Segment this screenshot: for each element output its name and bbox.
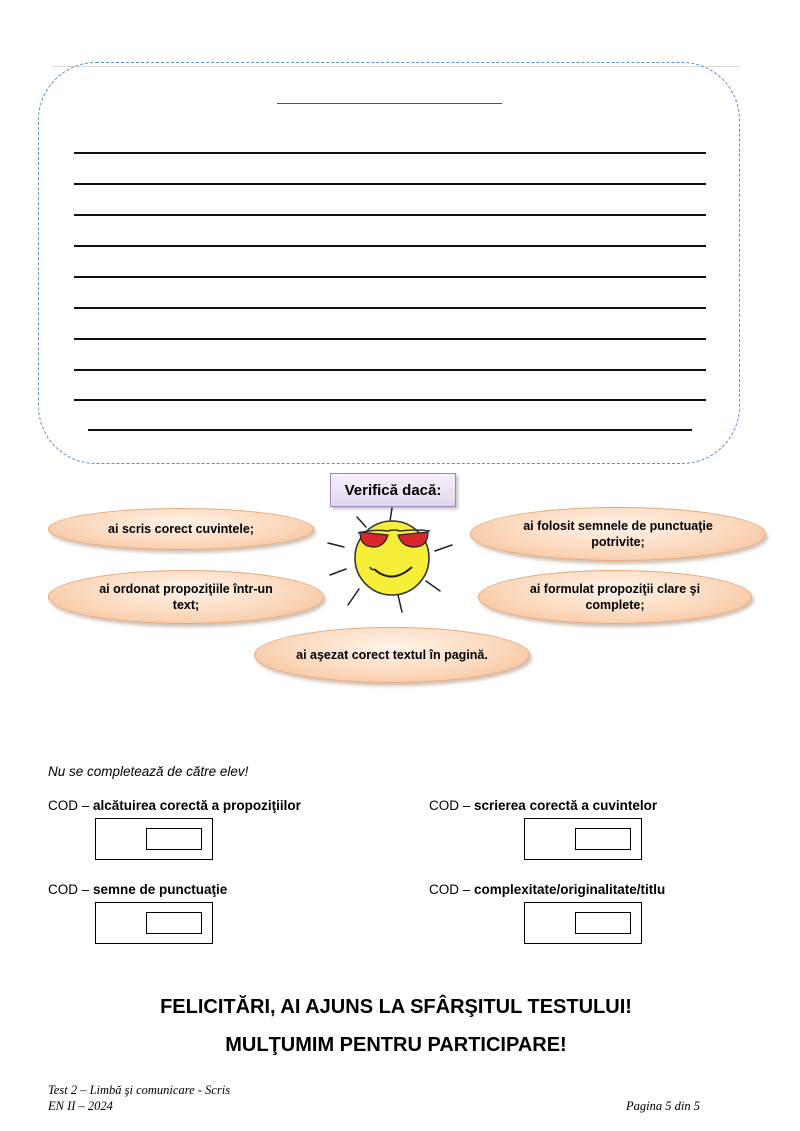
code-label-complexity — [429, 882, 665, 897]
verify-title-text: Verifică dacă: — [344, 481, 442, 499]
writing-line[interactable] — [74, 152, 706, 154]
congratulations-heading: FELICITĂRI, AI AJUNS LA SFÂRŞITUL TESTULUI! — [160, 996, 632, 1018]
sun-with-sunglasses-icon — [322, 505, 458, 617]
evaluator-note: Nu se completează de către elev! — [48, 764, 249, 779]
code-criterion: semne de punctuaţie — [93, 882, 228, 897]
checklist-item — [478, 570, 752, 624]
code-box-complexity — [524, 902, 642, 944]
code-label-spelling — [429, 798, 657, 813]
code-prefix: COD – — [429, 882, 475, 897]
score-field[interactable] — [575, 828, 631, 850]
thank-you-heading: MULŢUMIM PENTRU PARTICIPARE! — [225, 1034, 567, 1056]
code-criterion: alcătuirea corectă a propoziţiilor — [93, 798, 301, 813]
footer-test-name: Test 2 – Limbă şi comunicare - Scris — [48, 1083, 231, 1097]
code-box-spelling — [524, 818, 642, 860]
writing-line[interactable] — [88, 429, 692, 431]
checklist-item — [48, 570, 324, 624]
code-label-sentences — [48, 798, 301, 813]
checklist-item-text: ai formulat propoziţii clare şi complete; — [529, 582, 701, 612]
writing-line[interactable] — [74, 369, 706, 371]
writing-line[interactable] — [74, 245, 706, 247]
title-writing-line[interactable] — [277, 103, 502, 104]
code-prefix: COD – — [48, 798, 94, 813]
score-field[interactable] — [146, 912, 202, 934]
verify-title — [330, 473, 456, 507]
footer-page-number: Pagina 5 din 5 — [626, 1099, 700, 1113]
score-field[interactable] — [146, 828, 202, 850]
checklist-item — [48, 508, 314, 550]
writing-line[interactable] — [74, 338, 706, 340]
code-criterion: complexitate/originalitate/titlu — [474, 882, 666, 897]
code-box-punctuation — [95, 902, 213, 944]
score-field[interactable] — [575, 912, 631, 934]
writing-line[interactable] — [74, 307, 706, 309]
code-prefix: COD – — [429, 798, 475, 813]
writing-line[interactable] — [74, 183, 706, 185]
writing-line[interactable] — [74, 399, 706, 401]
code-prefix: COD – — [48, 882, 94, 897]
code-criterion: scrierea corectă a cuvintelor — [474, 798, 658, 813]
checklist-item-text: ai aşezat corect textul în pagină. — [296, 648, 488, 662]
writing-area-frame — [38, 62, 740, 464]
writing-line[interactable] — [74, 214, 706, 216]
writing-line[interactable] — [74, 276, 706, 278]
checklist-item-text: ai folosit semnele de punctuaţie potrivite; — [523, 519, 713, 549]
code-label-punctuation — [48, 882, 227, 897]
checklist-item — [470, 507, 766, 561]
checklist-item-text: ai ordonat propoziţiile într-un text; — [99, 582, 273, 612]
checklist-item-text: ai scris corect cuvintele; — [108, 522, 254, 536]
checklist-item — [254, 627, 530, 683]
footer-exam: EN II – 2024 — [48, 1099, 113, 1113]
code-box-sentences — [95, 818, 213, 860]
